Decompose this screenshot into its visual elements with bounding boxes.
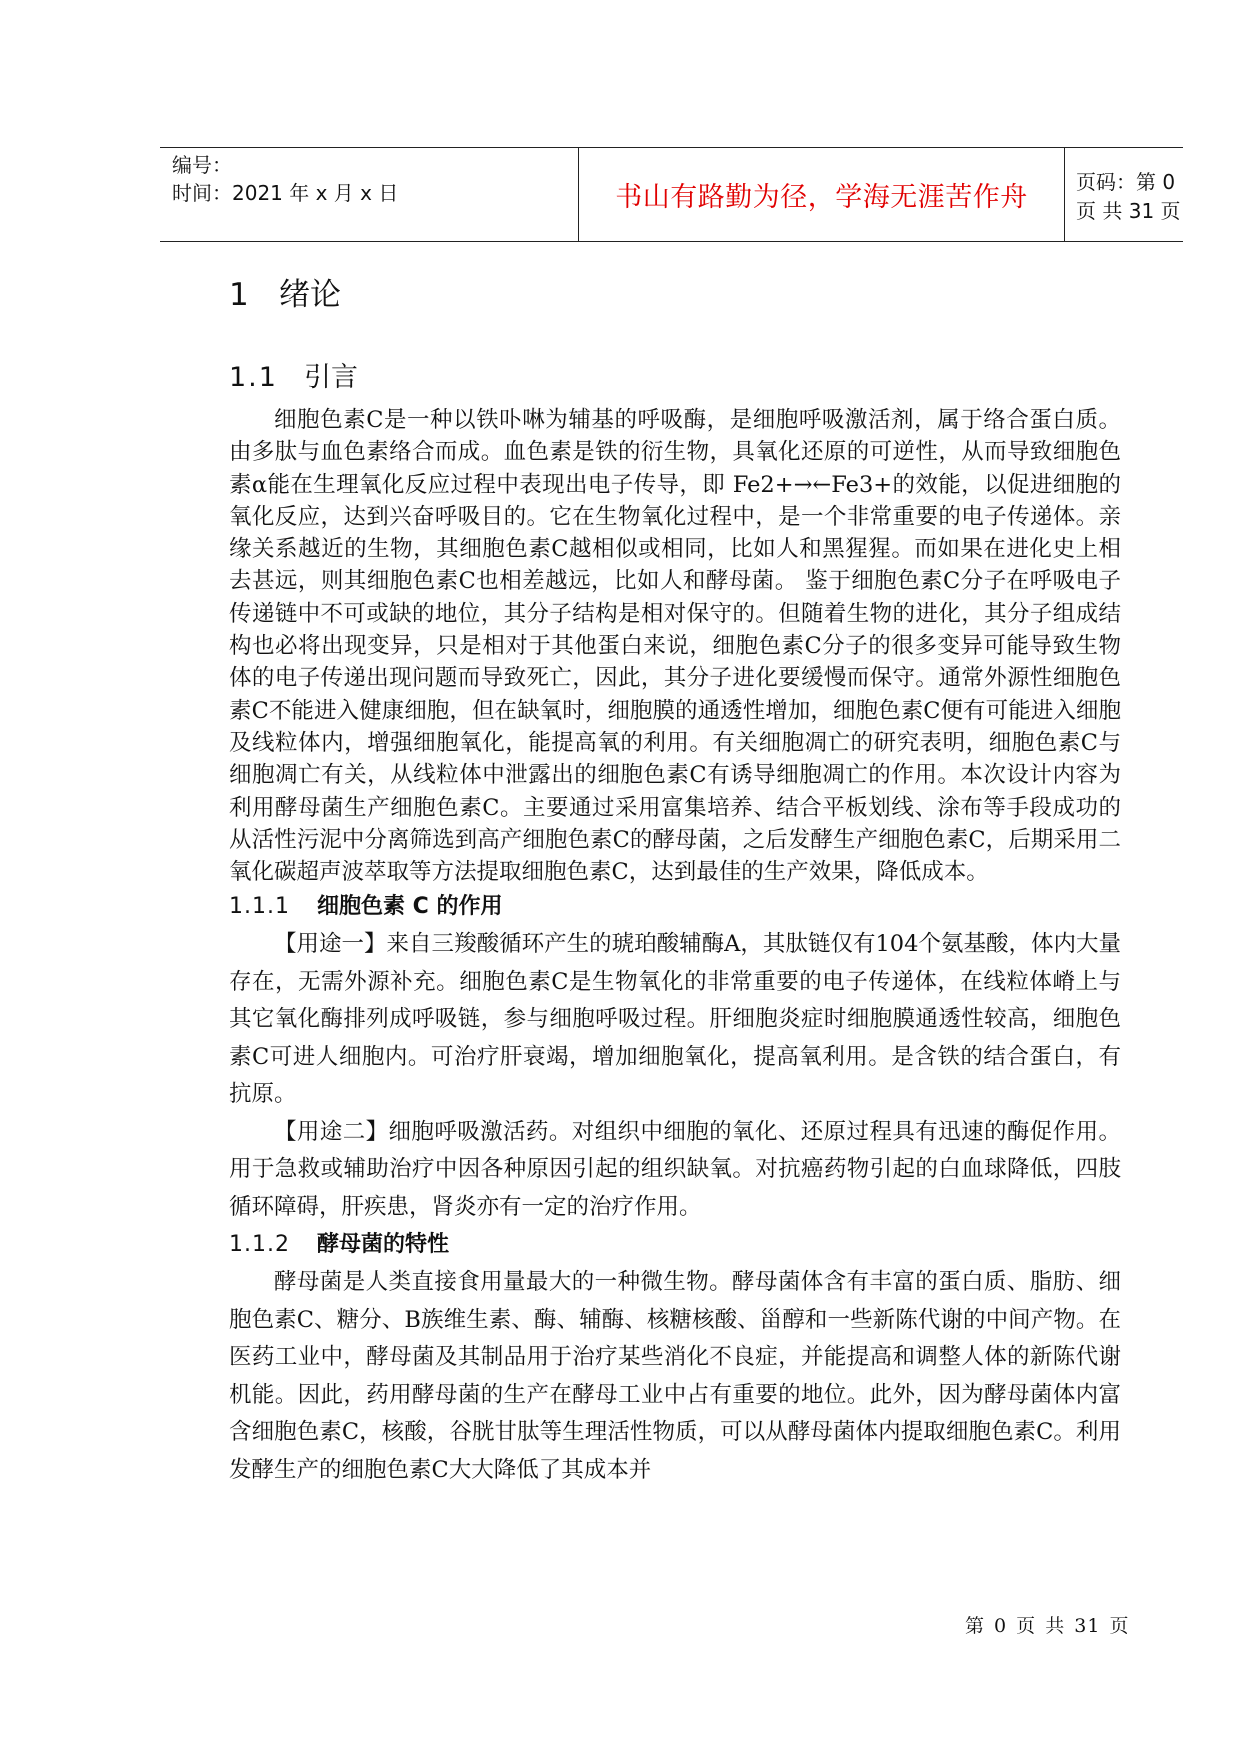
yeast-paragraph: 酵母菌是人类直接食用量最大的一种微生物。酵母菌体含有丰富的蛋白质、脂肪、细胞色素C、糖分、B族维生素、酶、辅酶、核糖核酸、甾醇和一些新陈代谢的中间产物。在医药工业中，酵母菌及其制品用于治疗某些消化不良症，并能提高和调整人体的新陈代谢机能。因此，药用酵母菌的生产在酵母工业中占有重要的地位。此外，因为酵母菌体内富含细胞色素C，核酸，谷胱甘肽等生理活性物质，可以从酵母菌体内提取细胞色素C。利用发酵生产的细胞色素C大大降低了其成本并	[229, 1269, 1121, 1483]
use-one-paragraph: 【用途一】来自三羧酸循环产生的琥珀酸辅酶A，其肽链仅有104个氨基酸，体内大量存在，无需外源补充。细胞色素C是生物氧化的非常重要的电子传递体，在线粒体嵴上与其它氧化酶排列成呼吸链，参与细胞呼吸过程。肝细胞炎症时细胞膜通透性较高，细胞色素C可进人细胞内。可治疗肝衰竭，增加细胞氧化，提高氧利用。是含铁的结合蛋白，有抗原。	[229, 931, 1121, 1108]
section-heading	[229, 358, 1121, 398]
subsection-heading-2	[229, 1226, 1121, 1264]
header-motto-cell	[578, 148, 1065, 241]
intro-paragraph: 细胞色素C是一种以铁卟啉为辅基的呼吸酶，是细胞呼吸激活剂，属于络合蛋白质。由多肽与血色素络合而成。血色素是铁的衍生物，具氧化还原的可逆性，从而导致细胞色素α能在生理氧化反应过程中表现出电子传导，即 Fe2+→←Fe3+的效能，以促进细胞的氧化反应，达到兴奋呼吸目的。它在生物氧化过程中，是一个非常重要的电子传递体。亲缘关系越近的生物，其细胞色素C越相似或相同，比如人和黑猩猩。而如果在进化史上相去甚远，则其细胞色素C也相差越远，比如人和酵母菌。 鉴于细胞色素C分子在呼吸电子传递链中不可或缺的地位，其分子结构是相对保守的。但随着生物的进化，其分子组成结构也必将出现变异，只是相对于其他蛋白来说，细胞色素C分子的很多变异可能导致生物体的电子传递出现问题而导致死亡，因此，其分子进化要缓慢而保守。通常外源性细胞色素C不能进入健康细胞，但在缺氧时，细胞膜的通透性增加，细胞色素C便有可能进入细胞及线粒体内，增强细胞氧化，能提高氧的利用。有关细胞凋亡的研究表明，细胞色素C与细胞凋亡有关，从线粒体中泄露出的细胞色素C有诱导细胞凋亡的作用。本次设计内容为利用酵母菌生产细胞色素C。主要通过采用富集培养、结合平板划线、涂布等手段成功的从活性污泥中分离筛选到高产细胞色素C的酵母菌，之后发酵生产细胞色素C，后期采用二氧化碳超声波萃取等方法提取细胞色素C，达到最佳的生产效果，降低成本。	[229, 407, 1121, 886]
document-time-label: 时间：2021 年 x 月 x 日	[172, 181, 399, 205]
subsection-title-1: 细胞色素 C 的作用	[317, 894, 503, 920]
document-body	[229, 270, 1121, 1489]
chapter-number: 1	[229, 277, 249, 313]
header-info-cell	[172, 148, 577, 241]
document-number-label: 编号：	[172, 153, 232, 177]
subsection-number-2: 1.1.2	[229, 1232, 290, 1258]
section-title: 引言	[304, 362, 358, 393]
header-motto: 书山有路勤为径，学海无涯苦作舟	[615, 182, 1028, 213]
subsection-title-2: 酵母菌的特性	[317, 1232, 450, 1258]
document-header	[160, 147, 1183, 242]
section-number: 1.1	[229, 362, 278, 393]
subsection-heading-1	[229, 888, 1121, 926]
chapter-heading	[229, 270, 1121, 320]
chapter-title: 绪论	[279, 277, 341, 313]
header-page-code: 页码：第 0 页 共 31 页	[1076, 169, 1181, 223]
subsection-number-1: 1.1.1	[229, 894, 290, 920]
page-footer: 第 0 页 共 31 页	[965, 1615, 1130, 1637]
use-two-paragraph: 【用途二】细胞呼吸激活药。对组织中细胞的氧化、还原过程具有迅速的酶促作用。用于急救或辅助治疗中因各种原因引起的组织缺氧。对抗癌药物引起的白血球降低，四肢循环障碍，肝疾患，肾炎亦有一定的治疗作用。	[229, 1118, 1121, 1220]
header-page-cell	[1064, 148, 1183, 241]
